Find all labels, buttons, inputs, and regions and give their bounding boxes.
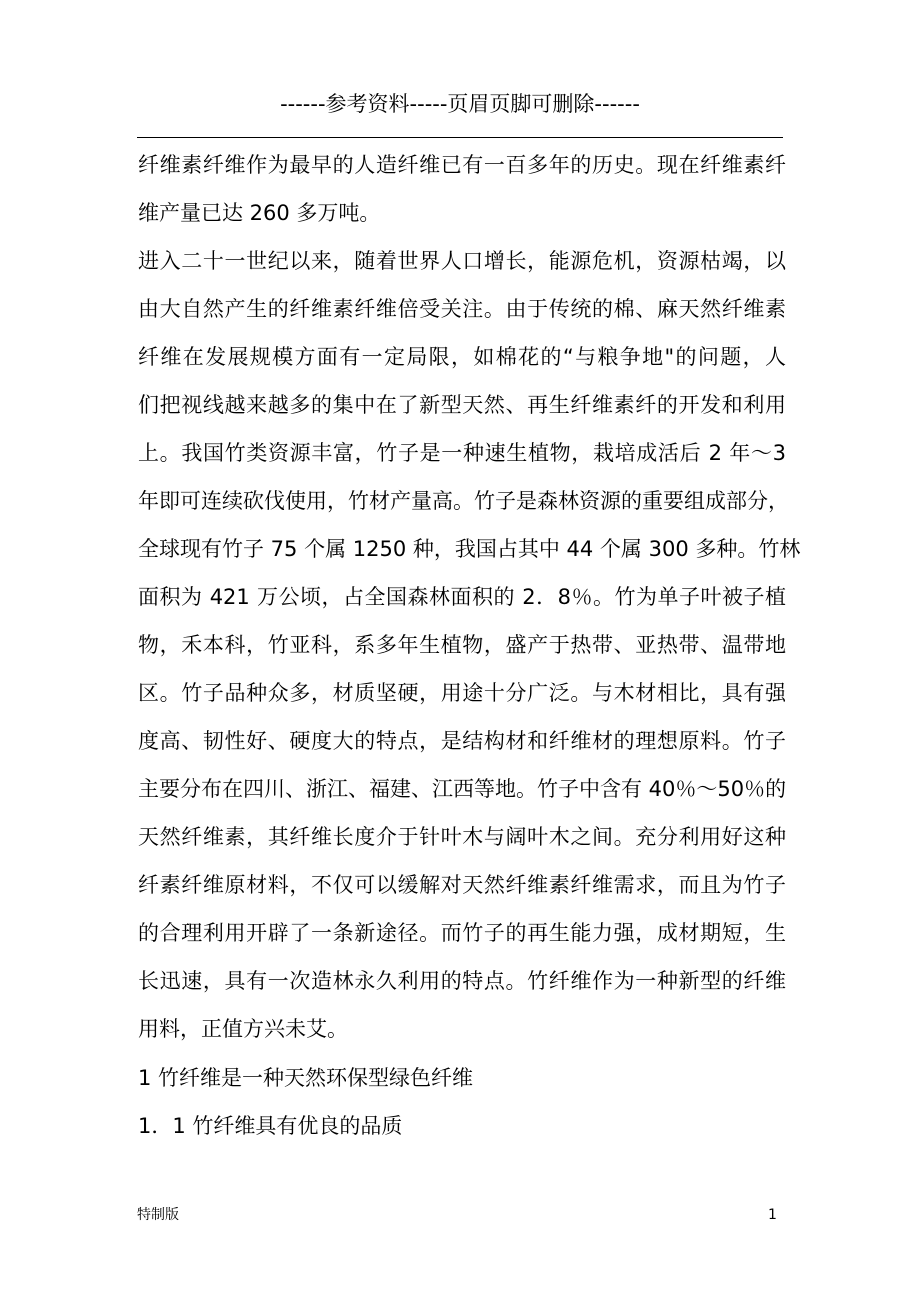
body-line: 年即可连续砍伐使用，竹材产量高。竹子是森林资源的重要组成部分， — [138, 489, 789, 513]
body-line: 长迅速，具有一次造林永久利用的特点。竹纤维作为一种新型的纤维 — [138, 969, 786, 993]
section-heading: 1 竹纤维是一种天然环保型绿色纤维 — [138, 1066, 474, 1090]
body-line: 的合理利用开辟了一条新途径。而竹子的再生能力强，成材期短，生 — [138, 921, 786, 945]
body-line: 纤素纤维原材料，不仅可以缓解对天然纤维素纤维需求，而且为竹子 — [138, 873, 786, 897]
body-line: 区。竹子品种众多，材质坚硬，用途十分广泛。与木材相比，具有强 — [138, 681, 786, 705]
body-line: 度高、韧性好、硬度大的特点，是结构材和纤维材的理想原料。竹子 — [138, 729, 786, 753]
page-header: ------参考资料-----页眉页脚可删除------ — [280, 92, 640, 116]
body-line: 维产量已达 260 多万吨。 — [138, 201, 381, 225]
body-line: 纤维在发展规模方面有一定局限，如棉花的“与粮争地"的问题，人 — [138, 345, 786, 369]
body-line: 全球现有竹子 75 个属 1250 种，我国占其中 44 个属 300 多种。竹林 — [138, 537, 801, 561]
body-line: 由大自然产生的纤维素纤维倍受关注。由于传统的棉、麻天然纤维素 — [138, 297, 786, 321]
body-line: 天然纤维素，其纤维长度介于针叶木与阔叶木之间。充分利用好这种 — [138, 825, 786, 849]
body-paragraphs — [138, 146, 801, 1058]
body-line: 主要分布在四川、浙江、福建、江西等地。竹子中含有 40％～50％的 — [138, 777, 787, 801]
header-divider — [137, 137, 783, 138]
body-line: 们把视线越来越多的集中在了新型天然、再生纤维素纤的开发和利用 — [138, 393, 786, 417]
body-line: 用料，正值方兴未艾。 — [138, 1017, 348, 1041]
page-number: 1 — [768, 1207, 777, 1223]
footer-label: 特制版 — [137, 1207, 179, 1223]
body-line: 纤维素纤维作为最早的人造纤维已有一百多年的历史。现在纤维素纤 — [138, 153, 786, 177]
body-line: 物，禾本科，竹亚科，系多年生植物，盛产于热带、亚热带、温带地 — [138, 633, 786, 657]
subsection-heading: 1．1 竹纤维具有优良的品质 — [138, 1114, 403, 1138]
body-line: 面积为 421 万公顷，占全国森林面积的 2．8％。竹为单子叶被子植 — [138, 585, 786, 609]
body-line: 上。我国竹类资源丰富，竹子是一种速生植物，栽培成活后 2 年～3 — [138, 441, 786, 465]
body-line: 进入二十一世纪以来，随着世界人口增长，能源危机，资源枯竭，以 — [138, 249, 786, 273]
